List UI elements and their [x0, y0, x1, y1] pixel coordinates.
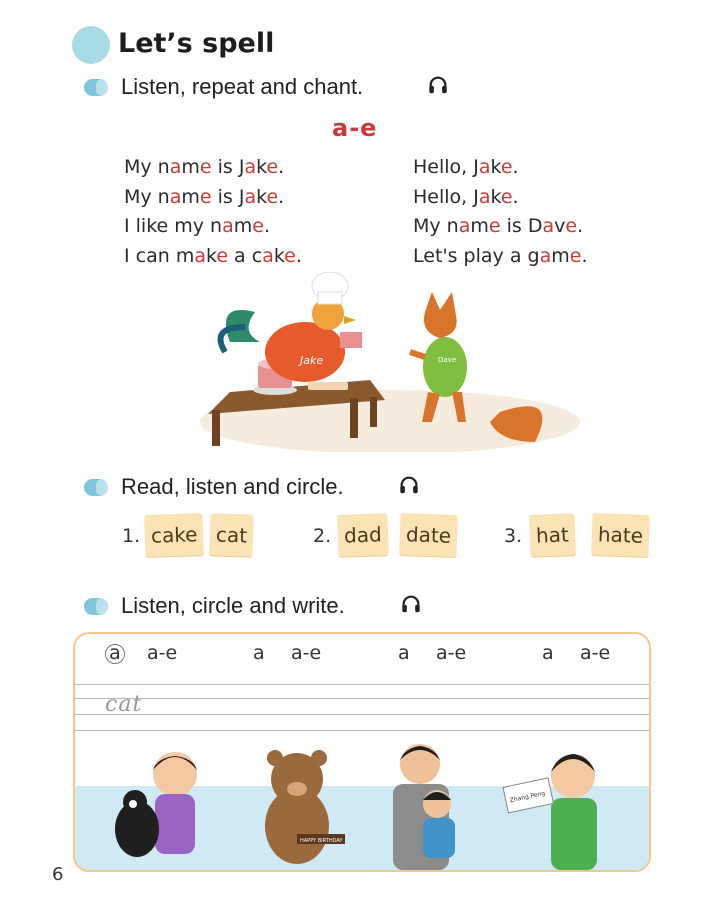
- chant-text: .: [278, 185, 285, 208]
- chant-line: [413, 212, 587, 242]
- highlighted-letter: a: [222, 215, 234, 237]
- choice-a-e[interactable]: a-e: [436, 642, 467, 664]
- highlighted-letter: e: [216, 244, 229, 267]
- write-instruction: Listen, circle and write.: [121, 593, 345, 618]
- highlighted-letter: a: [458, 215, 471, 237]
- highlighted-letter: a: [169, 185, 182, 208]
- highlighted-letter: e: [199, 185, 212, 208]
- highlighted-letter: a: [478, 185, 491, 208]
- chant-text: a c: [228, 244, 263, 267]
- choice-a[interactable]: a: [398, 642, 410, 664]
- chant-text: .: [577, 215, 584, 237]
- title-bullet: [72, 26, 110, 64]
- write-illustrations: [75, 734, 649, 870]
- circle-instruction: Read, listen and circle.: [121, 474, 344, 499]
- chant-text: .: [295, 244, 302, 267]
- choice-a-e[interactable]: a-e: [580, 642, 611, 664]
- word-card[interactable]: hat: [529, 513, 575, 557]
- highlighted-letter: e: [565, 215, 578, 237]
- example-answer: cat: [105, 692, 143, 717]
- chant-text: m: [551, 244, 570, 267]
- highlighted-letter: a: [244, 185, 257, 208]
- highlighted-letter: a: [539, 244, 552, 267]
- highlighted-letter: e: [266, 185, 279, 208]
- chant-instruction: Listen, repeat and chant.: [121, 74, 364, 99]
- chant-line: [413, 153, 587, 183]
- choice-a-e[interactable]: a-e: [291, 642, 322, 664]
- chant-text: My n: [124, 156, 170, 178]
- chant-text: My n: [124, 185, 170, 208]
- chant-line: [413, 183, 587, 213]
- writing-box: [73, 632, 651, 872]
- chant-left-column: [124, 153, 302, 271]
- bullet-dot-icon: [84, 598, 108, 615]
- highlighted-letter: e: [252, 215, 264, 237]
- spelling-pattern: a-e: [332, 114, 378, 142]
- chant-text: Hello, J: [413, 156, 479, 178]
- highlighted-letter: a: [262, 244, 274, 267]
- chant-text: k: [273, 244, 285, 267]
- writing-line: [75, 698, 649, 699]
- name-card-label: Zhang Peng: [509, 789, 546, 805]
- cake-box-label: HAPPY BIRTHDAY: [300, 838, 343, 844]
- chant-text: Hello, J: [413, 185, 479, 208]
- highlighted-letter: a: [244, 156, 257, 178]
- writing-line: [75, 714, 649, 715]
- page-number: 6: [52, 864, 64, 885]
- writing-line: [75, 730, 649, 731]
- chant-text: is D: [500, 215, 543, 237]
- chant-text: k: [490, 156, 501, 178]
- headphones-icon[interactable]: [398, 474, 420, 496]
- highlighted-letter: e: [488, 215, 501, 237]
- word-card[interactable]: date: [399, 513, 458, 557]
- chant-text: Let's play a g: [413, 244, 540, 267]
- headphones-icon[interactable]: [400, 593, 422, 615]
- headphones-icon[interactable]: [427, 74, 449, 96]
- chant-illustration: [200, 272, 590, 452]
- chant-text: m: [470, 215, 489, 237]
- bullet-dot-icon: [84, 479, 108, 496]
- page-title: Let’s spell: [118, 28, 275, 59]
- chant-text: .: [581, 244, 588, 267]
- chant-text: is J: [211, 156, 245, 178]
- chant-line: [124, 153, 302, 183]
- chant-right-column: [413, 153, 587, 271]
- chant-text: k: [256, 185, 267, 208]
- chant-text: k: [490, 185, 501, 208]
- chant-text: .: [263, 215, 271, 237]
- rooster-shirt-label: Jake: [300, 354, 324, 367]
- word-card[interactable]: cat: [209, 513, 254, 556]
- circled-answer: a: [105, 644, 125, 664]
- word-card[interactable]: cake: [144, 513, 204, 557]
- chant-line: [413, 242, 587, 272]
- highlighted-letter: e: [500, 156, 513, 178]
- highlighted-letter: e: [500, 185, 513, 208]
- choice-a[interactable]: a: [542, 642, 554, 664]
- chant-text: k: [256, 156, 267, 178]
- chant-line: [124, 242, 302, 272]
- highlighted-letter: e: [266, 156, 279, 178]
- choice-a[interactable]: [105, 642, 125, 664]
- highlighted-letter: a: [169, 156, 182, 178]
- highlighted-letter: a: [542, 215, 555, 237]
- chant-text: m: [233, 215, 253, 237]
- highlighted-letter: a: [478, 156, 491, 178]
- word-card[interactable]: hate: [591, 513, 650, 557]
- bullet-dot-icon: [84, 79, 108, 96]
- highlighted-letter: e: [284, 244, 296, 267]
- writing-line: [75, 684, 649, 685]
- chant-text: k: [205, 244, 217, 267]
- fox-shirt-label: Dave: [438, 356, 457, 364]
- chant-text: v: [554, 215, 566, 237]
- chant-text: .: [512, 156, 519, 178]
- word-card[interactable]: dad: [337, 513, 388, 557]
- choice-a[interactable]: a: [253, 642, 265, 664]
- chant-text: I can m: [124, 244, 195, 267]
- item-number: 1.: [122, 525, 141, 547]
- highlighted-letter: e: [199, 156, 212, 178]
- chant-line: [124, 183, 302, 213]
- chant-text: .: [278, 156, 285, 178]
- chant-text: I like my n: [124, 215, 223, 237]
- chant-line: [124, 212, 302, 242]
- item-number: 2.: [313, 525, 332, 547]
- item-number: 3.: [504, 525, 523, 547]
- highlighted-letter: e: [569, 244, 582, 267]
- chant-text: is J: [211, 185, 245, 208]
- chant-text: m: [181, 156, 200, 178]
- chant-text: .: [512, 185, 519, 208]
- choice-a-e[interactable]: a-e: [147, 642, 178, 664]
- chant-text: m: [181, 185, 200, 208]
- highlighted-letter: a: [194, 244, 206, 267]
- chant-text: My n: [413, 215, 459, 237]
